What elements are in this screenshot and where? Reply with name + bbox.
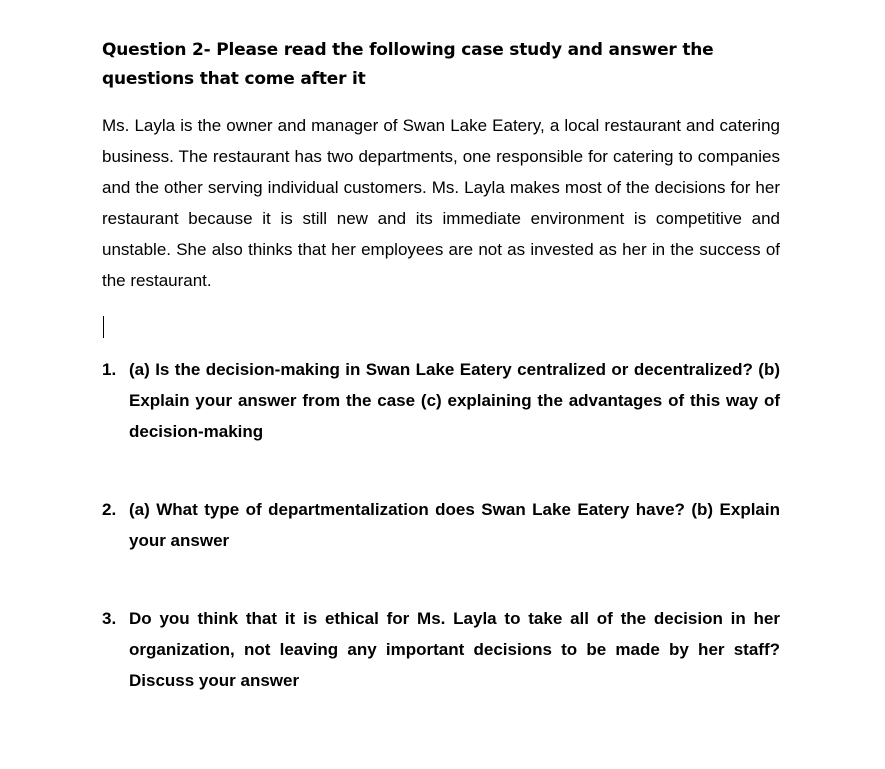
question-number: 2. (102, 500, 117, 519)
document-page (102, 36, 780, 696)
question-text: (a) What type of departmentalization does Swan Lake Eatery have? (b) Explain your answer (129, 500, 780, 550)
case-study-paragraph: Ms. Layla is the owner and manager of Swan Lake Eatery, a local restaurant and catering business. The restaurant has two departments, one responsible for catering to companies and the other serving individual customers. Ms. Layla makes most of the decisions for her restaurant because it is still new and its immediate environment is competitive and unstable. She also thinks that her employees are not as invested as her in the success of the restaurant. (102, 116, 780, 290)
text-cursor[interactable] (103, 316, 104, 338)
question-item-3 (102, 603, 780, 696)
question-item-2 (102, 494, 780, 556)
question-number: 3. (102, 609, 117, 628)
question-text: (a) Is the decision-making in Swan Lake Eatery centralized or decentralized? (b) Explain your answer from the case (c) explaining the advantages of this way of decision-making (129, 360, 780, 441)
question-list (102, 354, 780, 696)
question-heading: Question 2- Please read the following case study and answer the questions that come after it (102, 40, 714, 89)
question-text: Do you think that it is ethical for Ms. Layla to take all of the decision in her organization, not leaving any important decisions to be made by her staff? Discuss your answer (129, 609, 780, 690)
question-item-1 (102, 354, 780, 447)
question-number: 1. (102, 360, 117, 379)
